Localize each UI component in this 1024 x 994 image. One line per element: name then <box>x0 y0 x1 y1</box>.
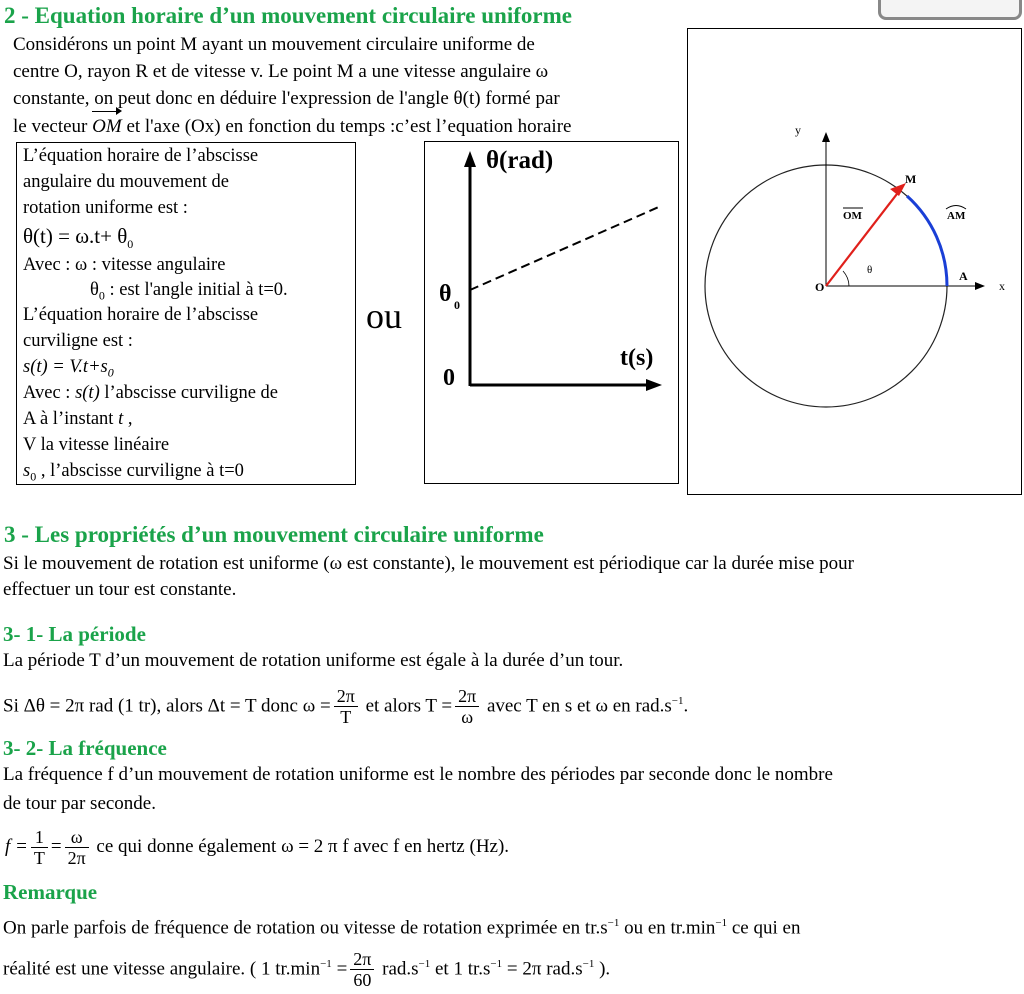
line-a-end: , <box>123 409 133 429</box>
theta0-sub: 0 <box>98 288 105 303</box>
circle-om-label: OM <box>843 210 862 222</box>
frequency-formula <box>5 822 509 872</box>
frequency-lhs: f = <box>5 836 28 857</box>
line-s0 <box>23 458 244 490</box>
box-line-5: curviligne est : <box>23 331 133 351</box>
frequency-fraction-2-den: 2π <box>67 848 86 869</box>
equation-theta <box>23 224 133 252</box>
line-v: V la vitesse linéaire <box>23 435 170 455</box>
period-fraction-num: 2π <box>455 686 479 707</box>
remarque-line-1-c: ce qui en <box>727 917 801 939</box>
intro-line-2: centre O, rayon R et de vitesse v. Le point M a une vitesse angulaire ω <box>13 61 549 82</box>
remarque-line-1-b: ou en tr.min <box>619 917 716 939</box>
remarque-heading: Remarque <box>3 880 98 904</box>
remarque-fraction <box>350 949 374 990</box>
intro-line-4 <box>13 113 571 141</box>
equation-theta-text: θ(t) = ω.t+ θ <box>23 224 128 248</box>
vector-om: OM <box>92 113 122 141</box>
graph-line <box>470 206 661 290</box>
frequency-fraction-1 <box>31 827 48 868</box>
circle-m-label: M <box>905 172 917 186</box>
remarque-sup-5: −1 <box>490 958 503 970</box>
line-s0-sub: 0 <box>30 469 37 484</box>
avec-s-a: Avec : <box>23 383 76 403</box>
avec-s-sym: s(t) <box>75 383 100 403</box>
period-formula <box>3 676 688 731</box>
equation-s-text: s(t) = V.t+s <box>23 357 108 377</box>
graph-x-label: t(s) <box>620 345 654 371</box>
circle-figure <box>687 28 1022 495</box>
circle-am-hat <box>946 206 966 210</box>
equation-s-sub: 0 <box>107 365 114 380</box>
circle-x-label: x <box>999 279 1005 293</box>
remarque-fraction-num: 2π <box>350 949 374 970</box>
intro-line-4-pre: le vecteur <box>13 116 93 137</box>
line-a-instant-text: A à l’instant <box>23 409 119 429</box>
graph-theta0-label: θ <box>439 281 452 307</box>
circle-y-arrow <box>822 132 830 142</box>
avec-s <box>23 380 278 406</box>
section-3-1-line-1: La période T d’un mouvement de rotation uniforme est égale à la durée d’un tour. <box>3 650 624 671</box>
period-formula-si: Si Δθ = 2π rad (1 tr), alors Δt = T donc ω = <box>3 695 331 717</box>
period-formula-avec: avec T en s et ω en rad.s <box>482 695 672 717</box>
intro-line-1: Considérons un point M ayant un mouvement circulaire uniforme de <box>13 34 535 55</box>
line-s0-rest: , l’abscisse curviligne à t=0 <box>36 461 244 481</box>
remarque-line-2-c: et 1 tr.s <box>430 958 491 980</box>
vector-om-arrow <box>826 190 900 286</box>
graph-y-label: θ(rad) <box>486 147 554 174</box>
frequency-rest: ce qui donne également ω = 2 π f avec f en hertz (Hz). <box>91 836 510 857</box>
circle-am-label: AM <box>947 210 966 222</box>
remarque-sup-2: −1 <box>715 917 728 929</box>
remarque-line-2-eq: = <box>331 958 348 980</box>
box-line-1: L’équation horaire de l’abscisse <box>23 146 259 166</box>
box-line-4: L’équation horaire de l’abscisse <box>23 305 259 325</box>
remarque-sup-6: −1 <box>582 958 595 970</box>
circle-y-label: y <box>795 123 801 137</box>
theta0-sym: θ <box>90 280 99 300</box>
section-2-heading: 2 - Equation horaire d’un mouvement circulaire uniforme <box>4 3 572 28</box>
circle-x-arrow <box>975 282 985 290</box>
remarque-line-1-a: On parle parfois de fréquence de rotation ou vitesse de rotation exprimée en tr.s <box>3 917 608 939</box>
section-3-line-1: Si le mouvement de rotation est uniforme (ω est constante), le mouvement est périodique car la durée mise pour <box>3 553 854 574</box>
section-3-line-2: effectuer un tour est constante. <box>3 579 237 600</box>
intro-line-4-post: et l'axe (Ox) en fonction du temps :c’est l’equation horaire <box>121 116 572 137</box>
intro-line-3: constante, on peut donc en déduire l'expression de l'angle θ(t) formé par <box>13 88 560 109</box>
line-a-instant <box>23 406 132 432</box>
omega-fraction-den: T <box>340 707 352 728</box>
graph-y-arrow <box>464 151 476 167</box>
section-3-2-line-1: La fréquence f d’un mouvement de rotation uniforme est le nombre des périodes par seconde donc le nombre <box>3 764 833 785</box>
period-formula-end: . <box>683 695 689 717</box>
avec-s-b: l’abscisse curviligne de <box>99 383 278 403</box>
theta0-desc: : est l'angle initial à t=0. <box>104 280 288 300</box>
period-formula-et: et alors T = <box>360 695 453 717</box>
graph-origin-label: 0 <box>443 365 455 391</box>
period-fraction-den: ω <box>461 707 474 728</box>
line-a-t: t <box>118 409 124 429</box>
remarque-line-2-a: réalité est une vitesse angulaire. ( 1 tr.min <box>3 958 321 980</box>
period-fraction <box>455 686 479 727</box>
arc-am <box>907 196 947 286</box>
avec-omega: Avec : ω : vitesse angulaire <box>23 255 226 275</box>
frequency-fraction-1-den: T <box>33 848 45 869</box>
remarque-sup-4: −1 <box>418 958 431 970</box>
equation-theta-sub: 0 <box>127 237 134 252</box>
remarque-line-2-d: = 2π rad.s <box>502 958 583 980</box>
remarque-line-1 <box>3 909 800 942</box>
box-line-2: angulaire du mouvement de <box>23 172 230 192</box>
section-3-2-line-2: de tour par seconde. <box>3 793 156 814</box>
frequency-fraction-2 <box>65 827 89 868</box>
graph-theta0-sub: 0 <box>454 298 460 312</box>
remarque-fraction-den: 60 <box>353 970 372 991</box>
circle-a-label: A <box>959 269 968 283</box>
remarque-line-2-e: ). <box>594 958 611 980</box>
remarque-line-2 <box>3 939 610 994</box>
omega-fraction-num: 2π <box>334 686 358 707</box>
remarque-line-2-b: rad.s <box>377 958 419 980</box>
ou-label: ou <box>366 296 402 336</box>
frequency-eq: = <box>50 836 62 857</box>
circle-o-label: O <box>815 280 825 294</box>
line-s0-sym: s <box>23 461 31 481</box>
theta-angle-arc <box>843 271 849 286</box>
period-formula-sup: −1 <box>671 695 684 707</box>
frequency-fraction-2-num: ω <box>65 827 89 848</box>
circle-theta-label: θ <box>867 264 873 276</box>
omega-fraction <box>334 686 358 727</box>
frequency-fraction-1-num: 1 <box>31 827 48 848</box>
remarque-sup-3: −1 <box>320 958 332 970</box>
graph-x-arrow <box>646 379 662 391</box>
section-3-2-heading: 3- 2- La fréquence <box>3 736 167 760</box>
box-line-3: rotation uniforme est : <box>23 198 188 218</box>
theta-graph <box>424 141 679 484</box>
remarque-sup-1: −1 <box>607 917 620 929</box>
corner-tab <box>878 0 1022 20</box>
section-3-1-heading: 3- 1- La période <box>3 622 146 646</box>
section-3-heading: 3 - Les propriétés d’un mouvement circulaire uniforme <box>4 522 544 547</box>
